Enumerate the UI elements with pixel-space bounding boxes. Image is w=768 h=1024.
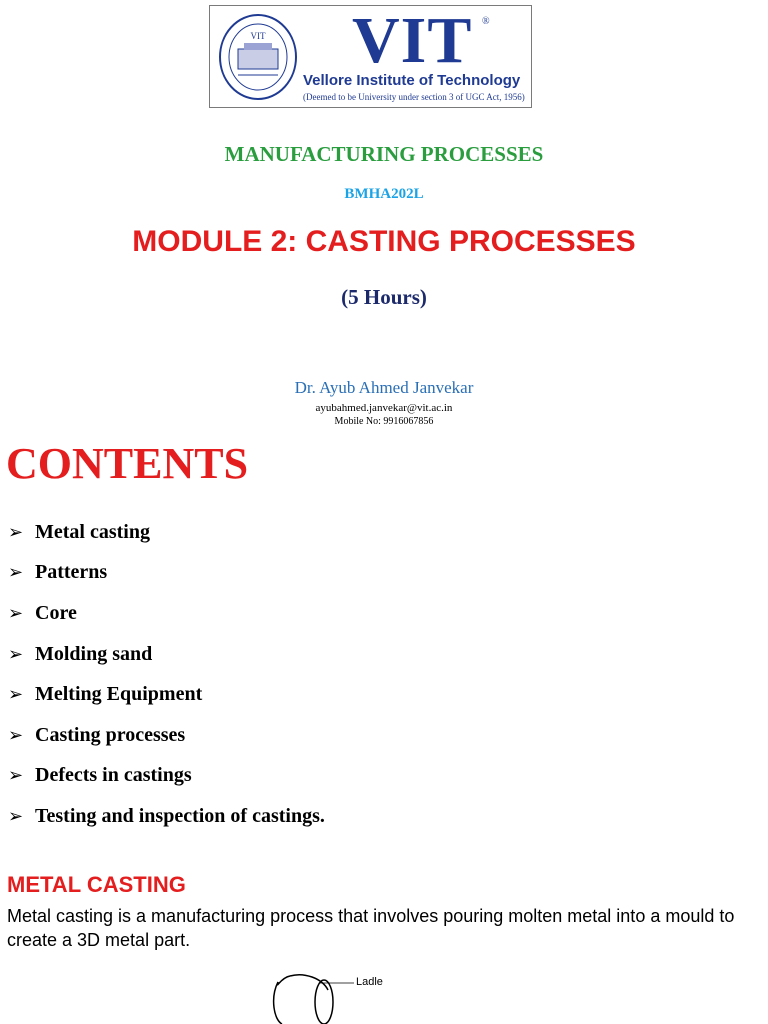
- contents-list: [8, 512, 325, 837]
- arrow-bullet-icon: ➢: [8, 562, 24, 584]
- list-item-label: Defects in castings: [35, 764, 192, 787]
- vit-seal-icon: [218, 13, 298, 101]
- arrow-bullet-icon: ➢: [8, 765, 24, 787]
- deemed-note: (Deemed to be University under section 3 of UGC Act, 1956): [303, 92, 525, 102]
- arrow-bullet-icon: ➢: [8, 643, 24, 665]
- list-item: [8, 715, 325, 756]
- list-item-label: Molding sand: [35, 642, 153, 665]
- list-item: [8, 756, 325, 797]
- metal-casting-heading: METAL CASTING: [7, 872, 186, 897]
- ladle-label: Ladle: [356, 976, 383, 988]
- course-code: BMHA202L: [344, 186, 424, 202]
- module-duration: (5 Hours): [341, 285, 427, 309]
- module-title: MODULE 2: CASTING PROCESSES: [132, 225, 636, 258]
- author-name: Dr. Ayub Ahmed Janvekar: [294, 378, 474, 397]
- author-email: ayubahmed.janvekar@vit.ac.in: [315, 402, 453, 414]
- metal-casting-text: Metal casting is a manufacturing process that involves pouring molten metal into a mould to create a 3D metal part.: [7, 906, 735, 950]
- list-item: [8, 634, 325, 675]
- list-item: [8, 593, 325, 634]
- institute-name: Vellore Institute of Technology: [303, 72, 521, 89]
- list-item-label: Core: [35, 601, 77, 624]
- arrow-bullet-icon: ➢: [8, 602, 24, 624]
- arrow-bullet-icon: ➢: [8, 724, 24, 746]
- list-item-label: Testing and inspection of castings.: [35, 804, 325, 827]
- contents-heading: CONTENTS: [6, 439, 249, 488]
- arrow-bullet-icon: ➢: [8, 684, 24, 706]
- list-item: [8, 553, 325, 594]
- list-item: [8, 796, 325, 837]
- svg-text:VIT: VIT: [250, 31, 266, 41]
- vit-logo: [209, 5, 532, 108]
- list-item: [8, 512, 325, 553]
- subject-title: MANUFACTURING PROCESSES: [224, 142, 544, 166]
- vit-logo-text: VIT: [352, 4, 473, 77]
- author-mobile: Mobile No: 9916067856: [334, 416, 434, 427]
- ladle-figure: [260, 968, 360, 1024]
- registered-mark: ®: [482, 16, 490, 27]
- arrow-bullet-icon: ➢: [8, 805, 24, 827]
- list-item: [8, 674, 325, 715]
- list-item-label: Casting processes: [35, 723, 186, 746]
- list-item-label: Melting Equipment: [35, 683, 203, 706]
- list-item-label: Metal casting: [35, 520, 150, 543]
- arrow-bullet-icon: ➢: [8, 521, 24, 543]
- list-item-label: Patterns: [35, 561, 108, 584]
